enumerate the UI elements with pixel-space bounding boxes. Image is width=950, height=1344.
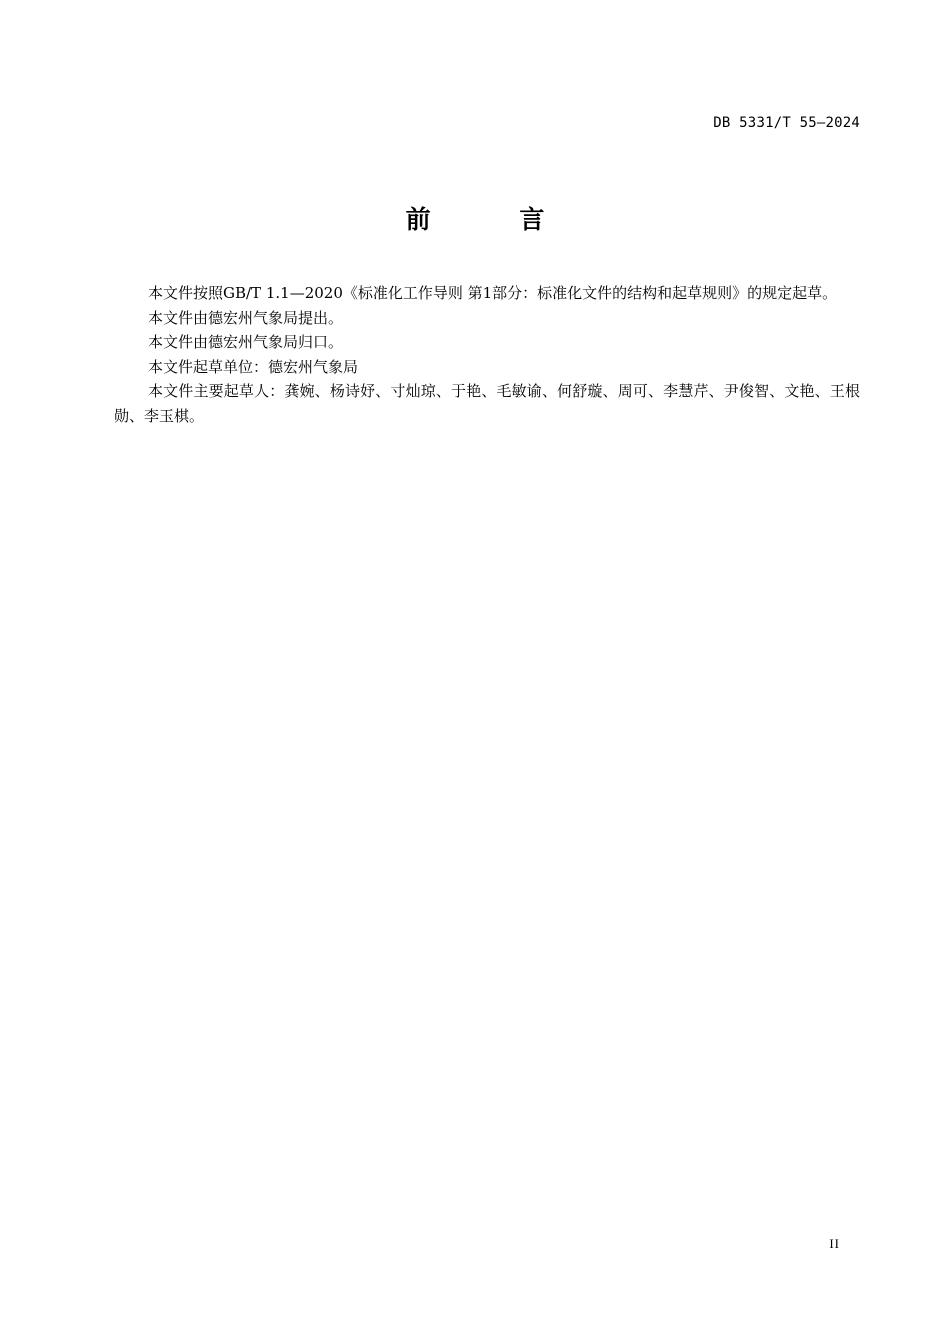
page-number: II (829, 1236, 840, 1251)
foreword-body (114, 281, 860, 428)
paragraph-drafting-basis: 本文件按照GB/T 1.1—2020《标准化工作导则 第1部分：标准化文件的结构和起草规则》的规定起草。 (148, 284, 838, 302)
document-code: DB 5331/T 55—2024 (713, 115, 860, 131)
paragraph-drafters: 本文件主要起草人：龚婉、杨诗妤、寸灿琼、于艳、毛敏谕、何舒璇、周可、李慧芹、尹俊智、文艳、王根勋、李玉棋。 (114, 382, 860, 425)
paragraph-proposer: 本文件由德宏州气象局提出。 (148, 308, 344, 327)
paragraph-administrator: 本文件由德宏州气象局归口。 (148, 333, 344, 351)
paragraph-drafting-unit: 本文件起草单位：德宏州气象局 (148, 357, 359, 376)
page-title: 前 言 (405, 205, 585, 234)
